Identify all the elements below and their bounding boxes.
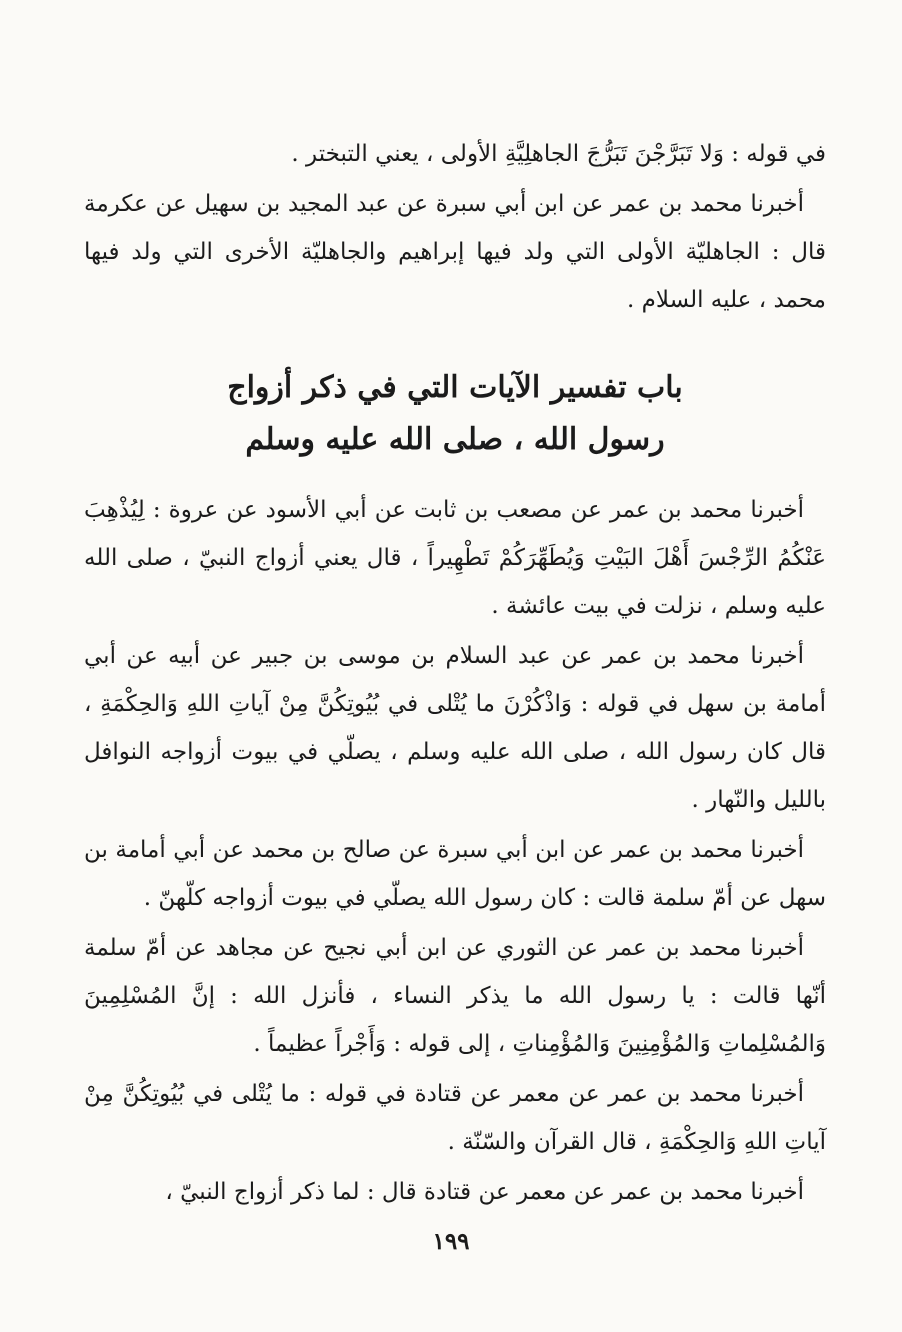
body-paragraph-1: أخبرنا محمد بن عمر عن مصعب بن ثابت عن أبي الأسود عن عروة : لِيُذْهِبَ عَنْكُمُ الرِّجْسَ أَهْلَ البَيْتِ وَيُطَهِّرَكُمْ تَطْهِيراً ، قال يعني أزواج النبيّ ، صلى الله عليه وسلم ، نزلت في بيت عائشة .: [84, 497, 826, 619]
intro-paragraph-1: في قوله : وَلا تَبَرَّجْنَ تَبَرُّجَ الجاهلِيَّةِ الأولى ، يعني التبختر .: [291, 141, 826, 167]
body-paragraph-3: أخبرنا محمد بن عمر عن ابن أبي سبرة عن صالح بن محمد عن أبي أمامة بن سهل عن أمّ سلمة قالت : كان رسول الله يصلّي في بيوت أزواجه كلّهنّ .: [84, 837, 826, 911]
chapter-heading-line-2: رسول الله ، صلى الله عليه وسلم: [245, 422, 665, 457]
chapter-heading-line-1: باب تفسير الآيات التي في ذكر أزواج: [227, 370, 683, 405]
page-number: ١٩٩: [432, 1228, 470, 1255]
chapter-body: [84, 486, 826, 1218]
intro-paragraph-2: أخبرنا محمد بن عمر عن ابن أبي سبرة عن عبد المجيد بن سهيل عن عكرمة قال : الجاهليّة الأولى التي ولد فيها إبراهيم والجاهليّة الأخرى التي ولد فيها محمد ، عليه السلام .: [84, 191, 826, 313]
body-paragraph-2: أخبرنا محمد بن عمر عن عبد السلام بن موسى بن جبير عن أبيه عن أبي أمامة بن سهل في قوله : وَاذْكُرْنَ ما يُتْلى في بُيُوتِكُنَّ مِنْ آياتِ اللهِ وَالحِكْمَةِ ، قال كان رسول الله ، صلى الله عليه وسلم ، يصلّي في بيوت أزواجه النوافل بالليل والنّهار .: [84, 643, 826, 813]
chapter-heading: [84, 362, 826, 466]
body-paragraph-5: أخبرنا محمد بن عمر عن معمر عن قتادة في قوله : ما يُتْلى في بُيُوتِكُنَّ مِنْ آياتِ اللهِ وَالحِكْمَةِ ، قال القرآن والسّنّة .: [84, 1081, 826, 1155]
body-paragraph-4: أخبرنا محمد بن عمر عن الثوري عن ابن أبي نجيح عن مجاهد عن أمّ سلمة أنّها قالت : يا رسول الله ما يذكر النساء ، فأنزل الله : إنَّ المُسْلِمِينَ وَالمُسْلِماتِ وَالمُؤْمِنِينَ وَالمُؤْمِناتِ ، إلى قوله : وَأَجْراً عظيماً .: [84, 935, 826, 1057]
body-paragraph-6: أخبرنا محمد بن عمر عن معمر عن قتادة قال : لما ذكر أزواج النبيّ ،: [165, 1179, 804, 1205]
intro-section: [84, 130, 826, 326]
